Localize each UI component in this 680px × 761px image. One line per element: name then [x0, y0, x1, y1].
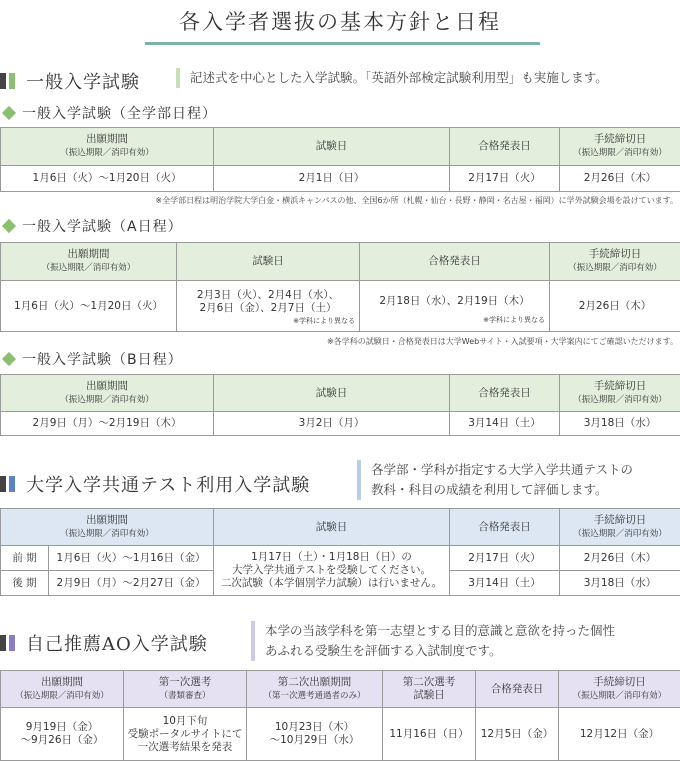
general-b-heading [0, 349, 183, 369]
header-exam-day: 試験日 [214, 509, 450, 546]
cell-result: 3月14日（土） [450, 571, 560, 596]
header-result-day: 合格発表日 [476, 671, 559, 708]
header-result-day: 合格発表日 [360, 243, 550, 281]
cell-deadline: 2月26日（木） [550, 281, 680, 332]
general-zengakubu-note: ※全学部日程は明治学院大学白金・横浜キャンパスの他、全国6か所（札幌・仙台・長野・静岡・名古屋・福岡）に学外試験会場を設けています。 [155, 195, 678, 206]
section-marker-accent-icon [9, 73, 15, 89]
general-b-table [0, 374, 680, 436]
exam-note: ※学科により異なる [177, 315, 359, 328]
general-a-note: ※各学科の試験日・合格発表日は大学Webサイト・入試要項・大学案内にてご確認いただけます。 [327, 336, 678, 347]
section-marker-icon [0, 635, 6, 651]
general-zengakubu-table [0, 127, 680, 192]
cell-period: 9月19日（金） 〜9月26日（金） [1, 708, 124, 761]
title-underline [145, 42, 540, 45]
cell-period: 1月6日（火）〜1月20日（火） [1, 281, 177, 332]
header-exam-day: 試験日 [177, 243, 360, 281]
cell-exam: 1月17日（土）・1月18日（日）の 大学入学共通テストを受験してください。 二次試験（本学個別学力試験）は行いません。 [214, 546, 450, 596]
header-exam-day: 試験日 [214, 128, 450, 166]
cell-result: 12月5日（金） [476, 708, 559, 761]
header-result-day: 合格発表日 [450, 128, 560, 166]
header-first-selection: 第一次選考 （書類審査） [124, 671, 247, 708]
header-deadline: 手続締切日 （振込期限／消印有効） [559, 671, 680, 708]
cell-result: 2月17日（火） [450, 166, 560, 192]
diamond-icon [2, 219, 16, 233]
section-marker-accent-icon [9, 635, 15, 651]
general-section-desc: 記述式を中心とした入学試験。「英語外部検定試験利用型」も実施します。 [176, 68, 608, 88]
cell-period: 2月9日（月）〜2月27日（金） [49, 571, 214, 596]
header-deadline: 手続締切日 （振込期限／消印有効） [560, 128, 680, 166]
cell-term-label: 後 期 [1, 571, 49, 596]
cell-deadline: 2月26日（木） [560, 166, 680, 192]
cell-exam: 3月2日（月） [214, 412, 450, 436]
common-table [0, 508, 680, 596]
section-marker-icon [0, 476, 6, 492]
cell-result: 3月14日（土） [450, 412, 560, 436]
cell-deadline: 2月26日（木） [560, 546, 680, 571]
header-deadline: 手続締切日 （振込期限／消印有効） [550, 243, 680, 281]
cell-period: 1月6日（火）〜1月20日（火） [1, 166, 214, 192]
header-second-exam: 第二次選考 試験日 [383, 671, 476, 708]
cell-result: 2月17日（火） [450, 546, 560, 571]
general-b-title: 一般入学試験（B日程） [22, 349, 183, 369]
ao-table [0, 670, 680, 761]
general-section-title: 一般入学試験 [26, 68, 140, 94]
general-a-title: 一般入学試験（A日程） [22, 216, 183, 236]
diamond-icon [2, 352, 16, 366]
header-period: 出願期間 （振込期限／消印有効） [1, 375, 214, 412]
header-result-day: 合格発表日 [450, 375, 560, 412]
header-period: 出願期間 （振込期限／消印有効） [1, 243, 177, 281]
general-zengakubu-title: 一般入学試験（全学部日程） [22, 103, 217, 123]
diamond-icon [2, 106, 16, 120]
cell-term-label: 前 期 [1, 546, 49, 571]
cell-deadline: 12月12日（金） [559, 708, 680, 761]
ao-section-title: 自己推薦AO入学試験 [26, 630, 208, 656]
header-deadline: 手続締切日 （振込期限／消印有効） [560, 375, 680, 412]
cell-period: 2月9日（月）〜2月19日（木） [1, 412, 214, 436]
header-deadline: 手続締切日 （振込期限／消印有効） [560, 509, 680, 546]
ao-section-heading [0, 630, 208, 656]
page-title: 各入学者選抜の基本方針と日程 [0, 6, 680, 36]
cell-exam: 2月1日（日） [214, 166, 450, 192]
header-period: 出願期間 （振込期限／消印有効） [1, 509, 214, 546]
header-exam-day: 試験日 [214, 375, 450, 412]
cell-deadline: 3月18日（水） [560, 571, 680, 596]
cell-first-selection: 10月下旬 受験ポータルサイトにて 一次選考結果を発表 [124, 708, 247, 761]
header-second-period: 第二次出願期間 （第一次選考通過者のみ） [247, 671, 383, 708]
cell-deadline: 3月18日（水） [560, 412, 680, 436]
general-a-heading [0, 216, 183, 236]
general-section-heading [0, 68, 140, 94]
common-section-title: 大学入学共通テスト利用入学試験 [26, 471, 310, 497]
header-result-day: 合格発表日 [450, 509, 560, 546]
section-marker-accent-icon [9, 476, 15, 492]
ao-section-desc: 本学の当該学科を第一志望とする目的意識と意欲を持った個性 あふれる受験生を評価する入試制度です。 [251, 621, 615, 661]
cell-second-exam: 11月16日（日） [383, 708, 476, 761]
cell-result: 2月18日（水）、2月19日（木） ※学科により異なる [360, 281, 550, 332]
cell-second-period: 10月23日（木） 〜10月29日（水） [247, 708, 383, 761]
header-period: 出願期間 （振込期限／消印有効） [1, 128, 214, 166]
general-a-table [0, 242, 680, 332]
common-section-desc: 各学部・学科が指定する大学入学共通テストの 教科・科目の成績を利用して評価します。 [357, 460, 633, 500]
result-note: ※学科により異なる [360, 314, 549, 327]
cell-period: 1月6日（火）〜1月16日（金） [49, 546, 214, 571]
common-section-heading [0, 471, 310, 497]
general-zengakubu-heading [0, 103, 217, 123]
section-marker-icon [0, 73, 6, 89]
header-period: 出願期間 （振込期限／消印有効） [1, 671, 124, 708]
cell-exam: 2月3日（火）、2月4日（水）、 2月6日（金）、2月7日（土） ※学科により異なる [177, 281, 360, 332]
